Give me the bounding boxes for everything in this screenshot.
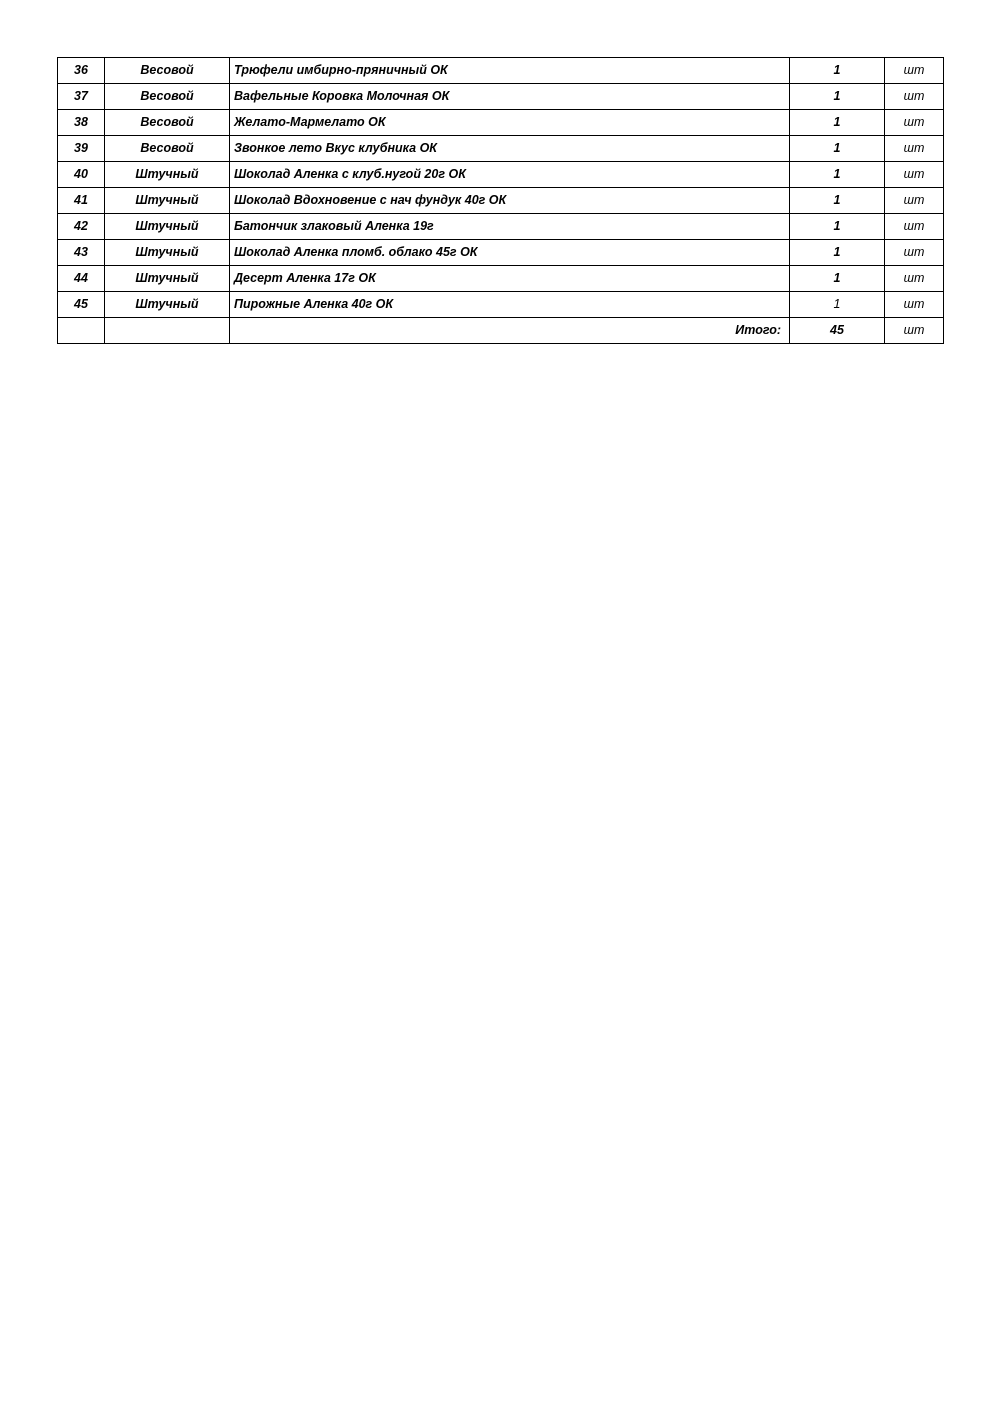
table-row [58,240,944,266]
row-quantity: 1 [790,240,885,266]
row-number: 44 [58,266,105,292]
row-number: 40 [58,162,105,188]
row-unit: шт [885,58,944,84]
row-unit: шт [885,292,944,318]
table-row [58,214,944,240]
row-name: Желато-Мармелато ОК [230,110,790,136]
row-quantity: 1 [790,188,885,214]
table-row [58,110,944,136]
row-type: Штучный [105,240,230,266]
table-row [58,266,944,292]
row-number: 39 [58,136,105,162]
row-name: Пирожные Аленка 40г ОК [230,292,790,318]
row-quantity: 1 [790,58,885,84]
table-body [58,58,944,344]
row-name: Вафельные Коровка Молочная ОК [230,84,790,110]
row-name: Трюфели имбирно-пряничный ОК [230,58,790,84]
products-table [57,57,944,344]
row-type: Весовой [105,84,230,110]
row-unit: шт [885,136,944,162]
row-type: Весовой [105,58,230,84]
total-value: 45 [790,318,885,344]
row-number: 41 [58,188,105,214]
table-row [58,162,944,188]
row-name: Десерт Аленка 17г ОК [230,266,790,292]
row-number: 37 [58,84,105,110]
table-row [58,188,944,214]
row-name: Шоколад Аленка с клуб.нугой 20г ОК [230,162,790,188]
table-row [58,84,944,110]
row-quantity: 1 [790,162,885,188]
row-quantity: 1 [790,110,885,136]
row-name: Батончик злаковый Аленка 19г [230,214,790,240]
total-empty-num [58,318,105,344]
table-row [58,292,944,318]
table-row [58,136,944,162]
row-unit: шт [885,266,944,292]
row-type: Штучный [105,214,230,240]
row-unit: шт [885,188,944,214]
row-number: 43 [58,240,105,266]
total-label: Итого: [230,318,790,344]
total-unit: шт [885,318,944,344]
row-name: Шоколад Вдохновение с нач фундук 40г ОК [230,188,790,214]
row-quantity: 1 [790,214,885,240]
row-quantity: 1 [790,292,885,318]
row-unit: шт [885,214,944,240]
row-type: Штучный [105,292,230,318]
row-type: Весовой [105,110,230,136]
row-type: Штучный [105,162,230,188]
row-unit: шт [885,84,944,110]
row-quantity: 1 [790,136,885,162]
row-type: Штучный [105,188,230,214]
row-number: 45 [58,292,105,318]
total-empty-type [105,318,230,344]
row-type: Штучный [105,266,230,292]
row-number: 38 [58,110,105,136]
row-type: Весовой [105,136,230,162]
row-number: 42 [58,214,105,240]
row-number: 36 [58,58,105,84]
row-name: Шоколад Аленка пломб. облако 45г ОК [230,240,790,266]
row-name: Звонкое лето Вкус клубника ОК [230,136,790,162]
row-unit: шт [885,110,944,136]
row-unit: шт [885,240,944,266]
row-quantity: 1 [790,84,885,110]
total-row [58,318,944,344]
row-quantity: 1 [790,266,885,292]
table-row [58,58,944,84]
row-unit: шт [885,162,944,188]
